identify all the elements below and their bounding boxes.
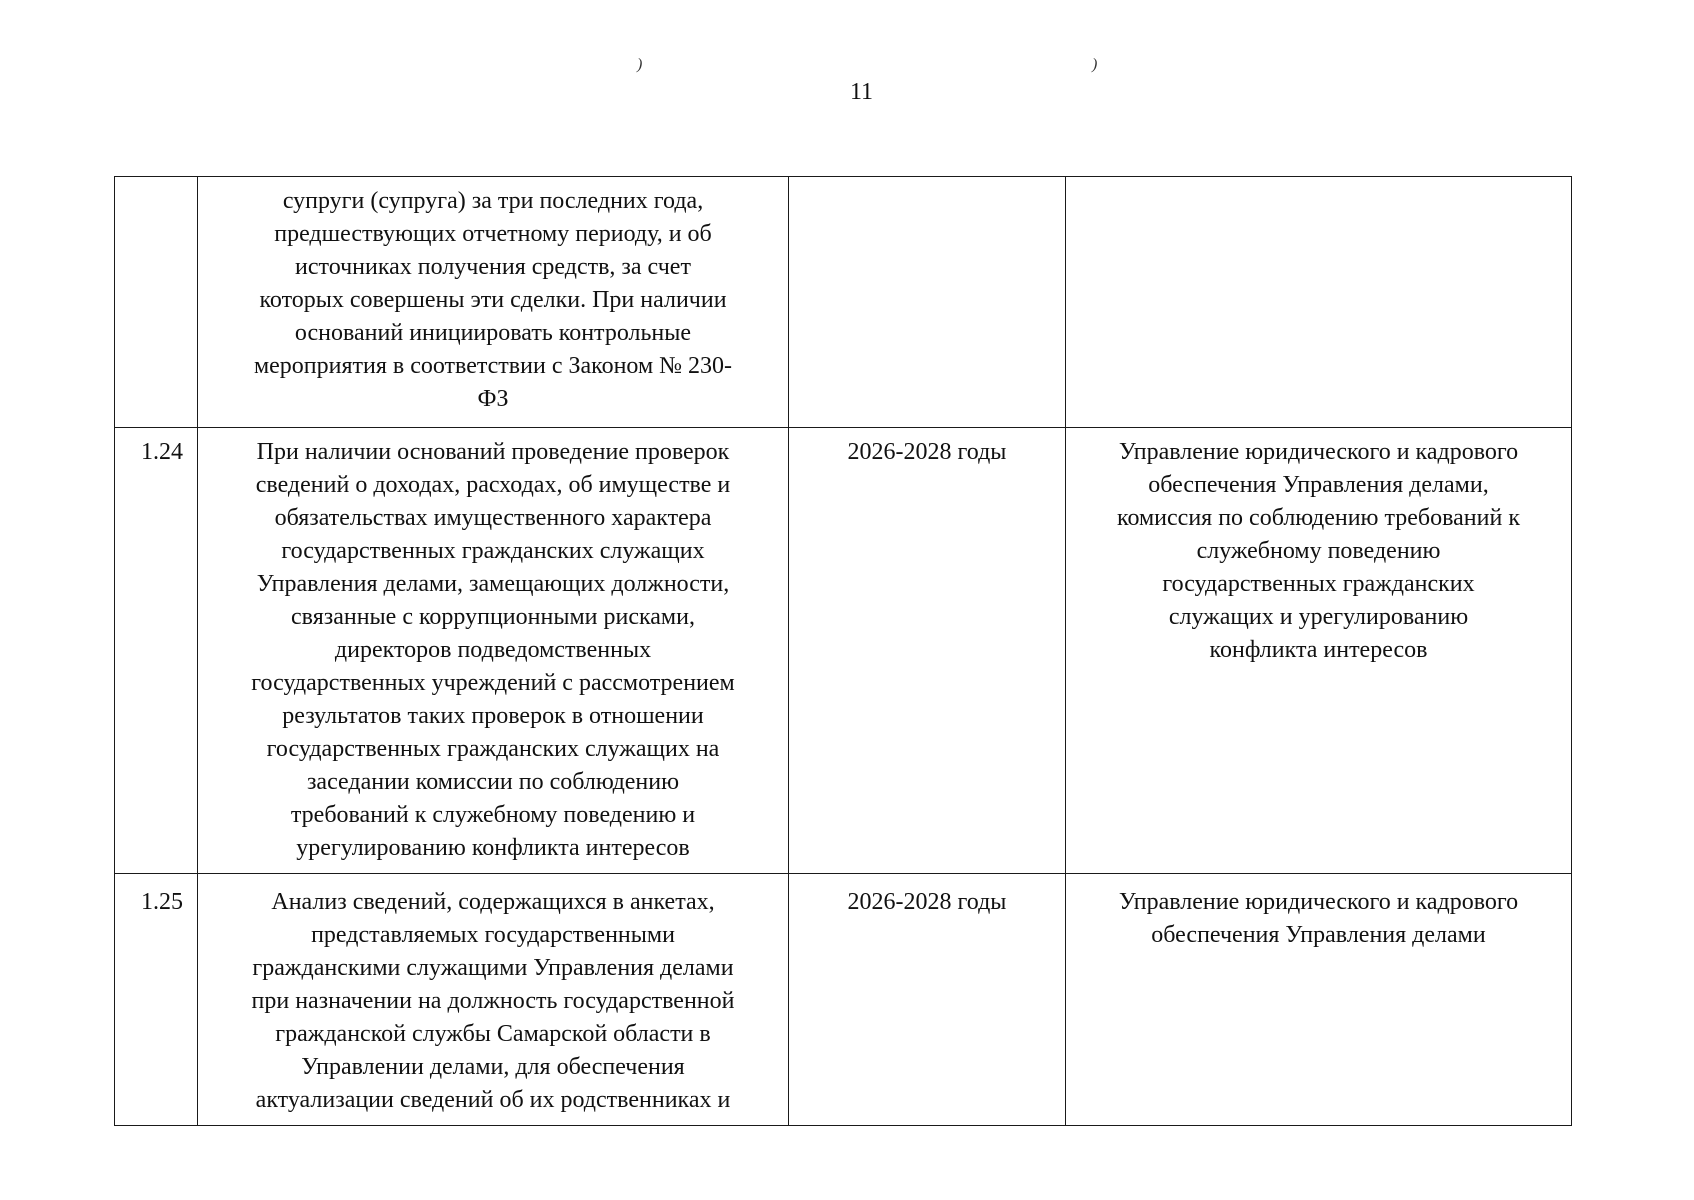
activity-line: требований к служебному поведению и	[290, 802, 696, 828]
activity-line: результатов таких проверок в отношении	[282, 703, 704, 729]
responsible-line: комиссия по соблюдению требований к	[1117, 505, 1520, 531]
activity-line: урегулированию конфликта интересов	[296, 835, 690, 861]
responsible-line: Управление юридического и кадрового	[1118, 889, 1519, 915]
responsible-cell	[1066, 177, 1572, 428]
activity-line: актуализации сведений об их родственниках и	[255, 1087, 731, 1113]
activity-line: источниках получения средств, за счет	[295, 254, 691, 280]
item-number-cell: 1.25	[115, 874, 198, 1126]
term-cell	[789, 177, 1066, 428]
activity-line: оснований инициировать контрольные	[294, 320, 692, 346]
activity-line: предшествующих отчетному периоду, и об	[274, 221, 712, 247]
activity-line: Анализ сведений, содержащихся в анкетах,	[271, 889, 715, 915]
activity-line: представляемых государственными	[311, 922, 675, 948]
responsible-cell	[1066, 428, 1572, 874]
activity-plan-table	[114, 176, 1572, 1126]
activity-line: государственных гражданских служащих	[281, 538, 705, 564]
responsible-line: служащих и урегулированию	[1168, 604, 1469, 630]
responsible-line: конфликта интересов	[1209, 637, 1428, 663]
activity-line: ФЗ	[477, 386, 509, 412]
table-row-continued	[115, 177, 1572, 428]
responsible-line: обеспечения Управления делами	[1151, 922, 1486, 948]
activity-line: гражданской службы Самарской области в	[275, 1021, 711, 1047]
responsible-line: государственных гражданских	[1162, 571, 1475, 597]
page-number: 11	[849, 79, 874, 105]
activity-line: заседании комиссии по соблюдению	[306, 769, 680, 795]
responsible-line: обеспечения Управления делами,	[1148, 472, 1489, 498]
item-number-cell: 1.24	[115, 428, 198, 874]
activity-line: при назначении на должность государственной	[251, 988, 735, 1014]
responsible-line: служебному поведению	[1196, 538, 1441, 564]
activity-line: которых совершены эти сделки. При наличии	[259, 287, 727, 313]
activity-line: сведений о доходах, расходах, об имуществе и	[255, 472, 731, 498]
term-cell: 2026-2028 годы	[789, 874, 1066, 1126]
table-row-1-24	[115, 428, 1572, 874]
activity-line: обязательствах имущественного характера	[274, 505, 712, 531]
item-number-cell	[115, 177, 198, 428]
activity-line: супруги (супруга) за три последних года,	[282, 188, 704, 214]
activity-cell	[198, 428, 789, 874]
scan-mark-left: )	[637, 56, 643, 73]
scan-mark-right: )	[1092, 56, 1098, 73]
activity-line: При наличии оснований проведение проверок	[256, 439, 730, 465]
activity-line: гражданскими служащими Управления делами	[252, 955, 734, 981]
activity-line: государственных учреждений с рассмотрением	[251, 670, 735, 696]
activity-cell	[198, 177, 789, 428]
activity-line: связанные с коррупционными рисками,	[291, 604, 695, 630]
responsible-cell	[1066, 874, 1572, 1126]
activity-line: государственных гражданских служащих на	[266, 736, 720, 762]
activity-cell	[198, 874, 789, 1126]
activity-line: директоров подведомственных	[334, 637, 652, 663]
activity-line: мероприятия в соответствии с Законом № 230-	[253, 353, 733, 379]
responsible-line: Управление юридического и кадрового	[1118, 439, 1519, 465]
table-row-1-25	[115, 874, 1572, 1126]
activity-line: Управлении делами, для обеспечения	[301, 1054, 685, 1080]
term-cell: 2026-2028 годы	[789, 428, 1066, 874]
activity-line: Управления делами, замещающих должности,	[256, 571, 730, 597]
